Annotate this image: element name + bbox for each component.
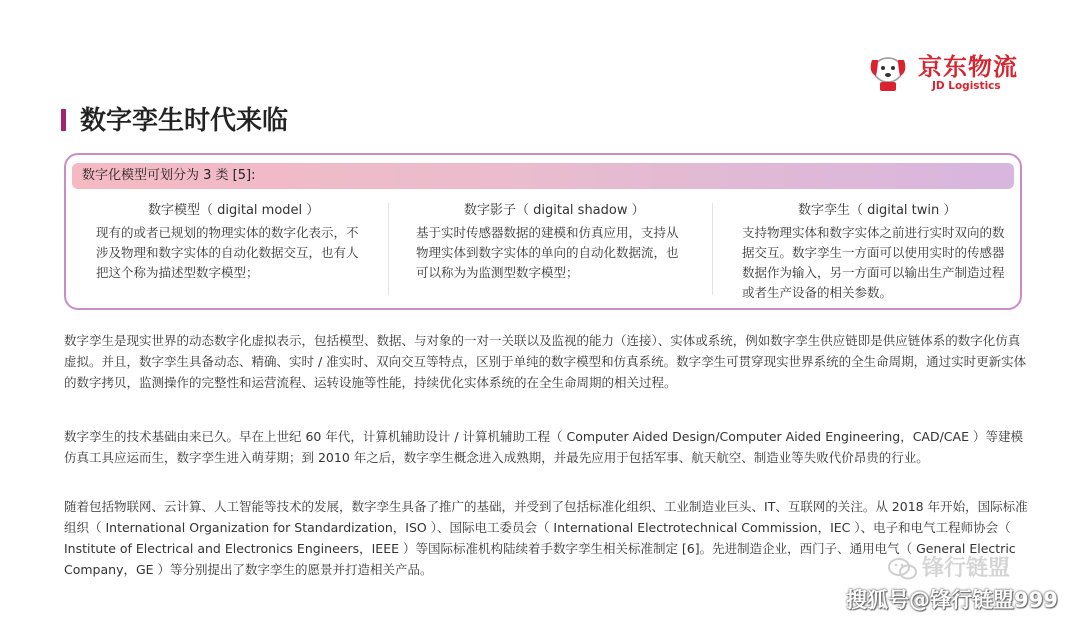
digital-model-text: 现有的或者已规划的物理实体的数字化表示，不涉及物理和数字实体的自动化数据交互，也有人把这个称为描述型数字模型； [96,225,359,280]
paragraph-history: 数字孪生的技术基础由来已久。早在上世纪 60 年代，计算机辅助设计 / 计算机辅助工程（ Computer Aided Design/Computer Aided Engineering，CAD/CAE ）等建模仿真工具应运而生，数字孪生进入萌芽期；到 2010 年之后，数字孪生概念进入成熟期，并最先应用于包括军事、航天航空、制造业等失败代价昂贵的行业。 [64,429,1023,465]
model-types-header-text: 数字化模型可划分为 3 类 [5]: [82,168,256,183]
sohu-watermark: 搜狐号@锋行链盟999 [846,588,1058,612]
paragraph-definition: 数字孪生是现实世界的动态数字化虚拟表示，包括模型、数据、与对象的一对一关联以及监视的能力（连接）、实体或系统，例如数字孪生供应链即是供应链体系的数字化仿真虚拟。并且，数字孪生具备动态、精确、实时 / 准实时、双向交互等特点，区别于单纯的数字模型和仿真系统。数字孪生可贯穿现实世界系统的全生命周期，通过实时更新实体的数字拷贝，监测操作的完整性和运营流程、运转设施等性能，持续优化实体系统的在全生命周期的相关过程。 [64,333,1027,390]
column-divider [388,203,389,295]
jd-logistics-logo [866,52,1026,98]
logo-english-name: JD Logistics [932,80,1001,92]
digital-shadow-text: 基于实时传感器数据的建模和仿真应用，支持从物理实体到数字实体的单向的自动化数据流，也可以称为为监测型数字模型； [416,225,679,280]
model-types-header [72,163,1014,189]
digital-twin-title: 数字孪生（ digital twin ） [798,203,957,218]
column-divider [712,203,713,295]
title-accent-bar [61,109,66,131]
digital-twin-text: 支持物理实体和数字实体之前进行实时双向的数据交互。数字孪生一方面可以使用实时的传感器数据作为输入，另一方面可以输出生产制造过程或者生产设备的相关参数。 [742,225,1005,300]
jd-dog-mascot-icon [866,52,910,94]
digital-model-title: 数字模型（ digital model ） [148,203,320,218]
paragraph-development: 随着包括物联网、云计算、人工智能等技术的发展，数字孪生具备了推广的基础，并受到了包括标准化组织、工业制造业巨头、IT、互联网的关注。从 2018 年开始，国际标准组织（ International Organization for Standardization，ISO ）、国际电工委员会（ International Electrotechnical Commission，IEC ）、电子和电气工程师协会（ Institute of Electrical and Electronics Engineers，IEEE ）等国际标准机构陆续着手数字孪生相关标准制定 [6]。先进制造企业，西门子、通用电气（ General Electric Company，GE ）等分别提出了数字孪生的愿景并打造相关产品。 [64,499,1028,577]
wechat-watermark: 锋行链盟 [922,556,1011,581]
digital-shadow-title: 数字影子（ digital shadow ） [464,203,645,218]
model-types-box [64,153,1022,310]
page-title: 数字孪生时代来临 [80,106,289,136]
logo-chinese-name: 京东物流 [918,53,1018,81]
wechat-icon [888,557,918,581]
